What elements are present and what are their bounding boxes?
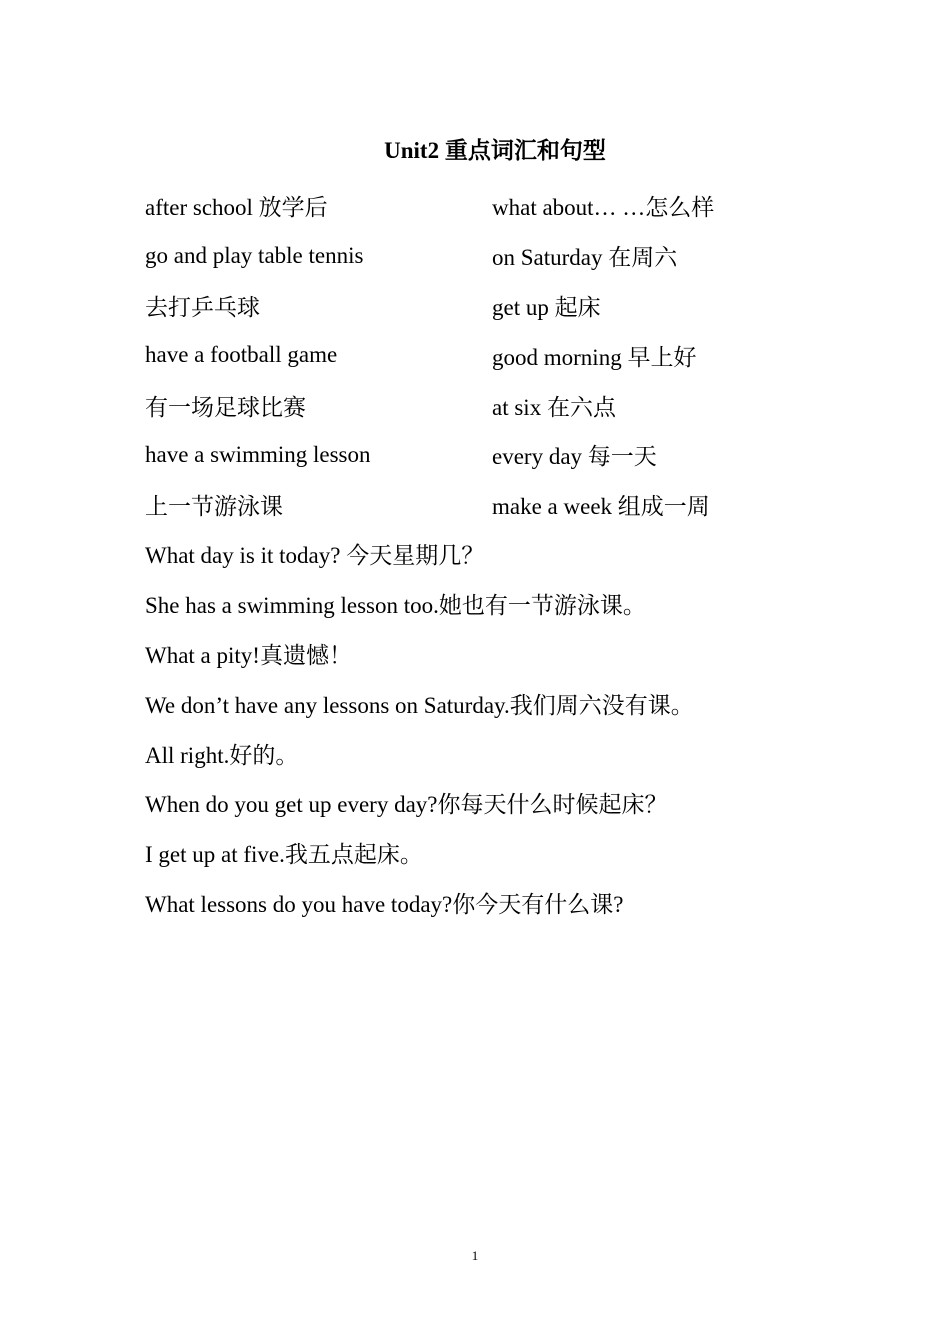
page-title: Unit2 重点词汇和句型 (384, 138, 606, 163)
vocabulary-list (145, 181, 845, 530)
sentence-line: I get up at five.我五点起床。 (145, 842, 423, 868)
vocab-right: every day 每一天 (492, 444, 657, 470)
sentence-line: She has a swimming lesson too.她也有一节游泳课。 (145, 593, 646, 619)
vocab-left: 上一节游泳课 (145, 494, 283, 520)
vocab-row (145, 380, 845, 430)
vocab-left: have a football game (145, 342, 338, 368)
sentence-line: What lessons do you have today?你今天有什么课? (145, 891, 624, 917)
vocab-row (145, 181, 845, 231)
vocab-row (145, 430, 845, 480)
vocab-left: 去打乒乓球 (145, 294, 260, 320)
vocab-right: on Saturday 在周六 (492, 245, 678, 271)
vocab-right: good morning 早上好 (492, 344, 697, 370)
vocab-row (145, 330, 845, 380)
vocab-right: make a week 组成一周 (492, 494, 710, 520)
sentence-line: When do you get up every day?你每天什么时候起床？ (145, 792, 668, 818)
vocab-row (145, 281, 845, 331)
sentence-line: All right.好的。 (145, 742, 299, 768)
vocab-row (145, 480, 845, 530)
vocab-left: go and play table tennis (145, 242, 364, 268)
sentence-line: What a pity!真遗憾！ (145, 642, 352, 668)
vocab-left: 有一场足球比赛 (145, 394, 306, 420)
sentence-list (145, 529, 925, 927)
page-number: 1 (471, 1248, 479, 1263)
vocab-left: after school 放学后 (145, 195, 328, 221)
vocab-right: what about… …怎么样 (492, 195, 715, 221)
vocab-left: have a swimming lesson (145, 441, 371, 467)
vocab-row (145, 231, 845, 281)
vocab-right: get up 起床 (492, 294, 601, 320)
sentence-line: We don’t have any lessons on Saturday.我们周六没有课。 (145, 692, 694, 718)
sentence-line: What day is it today? 今天星期几？ (145, 543, 485, 569)
vocab-right: at six 在六点 (492, 394, 616, 420)
